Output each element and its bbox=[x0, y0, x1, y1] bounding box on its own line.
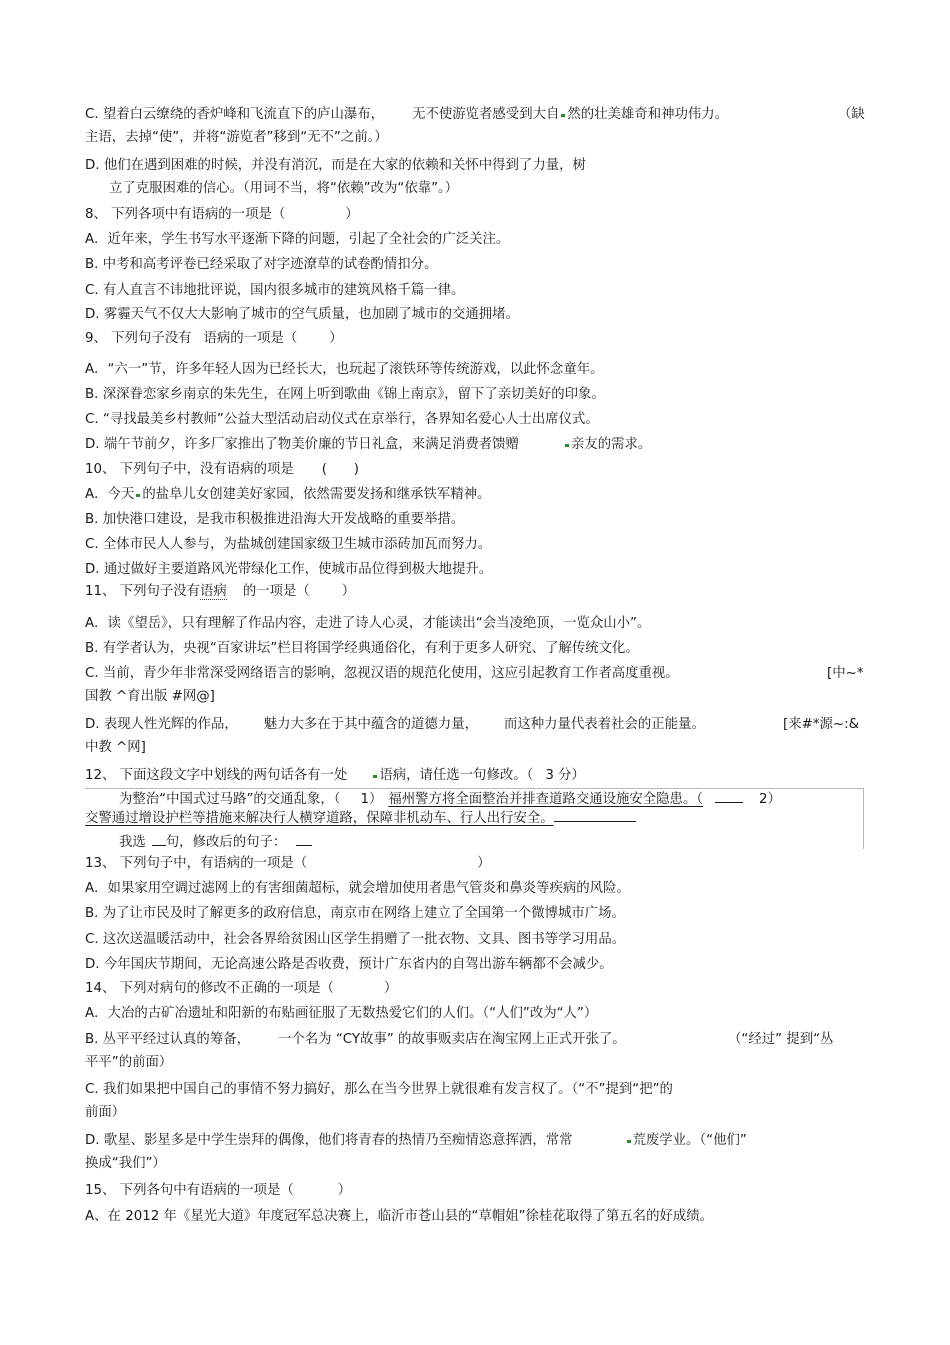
text: 12、 下面这段文字中划线的两句话各有一处 bbox=[85, 768, 348, 783]
text: 然的壮美雄奇和神功伟力。 bbox=[567, 107, 729, 122]
text: 语病的一项是（ bbox=[203, 331, 298, 346]
q10-option-a bbox=[85, 486, 491, 504]
text: 亲友的需求。 bbox=[570, 437, 652, 452]
q9-option-b: B. 深深眷恋家乡南京的朱先生，在网上听到歌曲《锦上南京》，留下了亲切美好的印象。 bbox=[85, 387, 605, 402]
q13-option-c: C. 这次送温暖活动中，社会各界给贫困山区学生捐赠了一批衣物、文具、图书等学习用品。 bbox=[85, 932, 626, 947]
answer-line bbox=[119, 834, 312, 852]
text: ( ) bbox=[321, 462, 359, 477]
text: ） bbox=[345, 207, 359, 222]
q14-option-a: A．大冶的古矿冶遗址和阳新的布贴画征服了无数热爱它们的人们。（“人们”改为“人”） bbox=[85, 1006, 598, 1021]
mark-icon bbox=[627, 1140, 631, 1143]
source-tag: [来#*源~:& bbox=[783, 717, 860, 732]
source-tag: 国教 ^育出版 #网@] bbox=[85, 689, 215, 704]
text: 15、 下列各句中有语病的一项是（ bbox=[85, 1183, 294, 1198]
question-12 bbox=[85, 767, 585, 785]
q9-option-d bbox=[85, 436, 651, 454]
text: C. 望着白云缭绕的香炉峰和飞流直下的庐山瀑布， bbox=[85, 107, 385, 122]
text: 一个名为 “CY故事” 的故事贩卖店在淘宝网上正式开张了。 bbox=[278, 1032, 626, 1047]
mark-icon bbox=[136, 494, 140, 497]
text: （缺 bbox=[838, 107, 865, 122]
question-10 bbox=[85, 461, 359, 479]
q8-option-a: A．近年来，学生书写水平逐渐下降的问题，引起了全社会的广泛关注。 bbox=[85, 232, 510, 247]
text: ） bbox=[337, 1183, 352, 1198]
q14-option-b bbox=[85, 1031, 626, 1049]
text: 主语，去掉“使”，并将“游览者”移到“无不”之前。） bbox=[85, 130, 388, 145]
source-tag: 中教 ^网] bbox=[85, 740, 146, 755]
text: 语病 bbox=[200, 584, 227, 599]
answer-blank[interactable] bbox=[296, 845, 312, 846]
q11-option-b: B. 有学者认为，央视“百家讲坛”栏目将国学经典通俗化，有利于更多人研究、了解传统文化。 bbox=[85, 641, 639, 656]
question-11 bbox=[85, 583, 355, 601]
mark-icon bbox=[565, 444, 569, 447]
text: 为整治“中国式过马路”的交通乱象，（ bbox=[119, 792, 341, 807]
text: 13、 下列句子中，有语病的一项是（ bbox=[85, 856, 308, 871]
q13-option-b: B. 为了让市民及时了解更多的政府信息，南京市在网络上建立了全国第一个微博城市广场。 bbox=[85, 906, 625, 921]
text: 14、 下列对病句的修改不正确的一项是（ bbox=[85, 981, 334, 996]
q11-option-d bbox=[85, 716, 705, 734]
q8-option-c: C. 有人直言不讳地批评说，国内很多城市的建筑风格千篇一律。 bbox=[85, 283, 465, 298]
text: 语病，请任选一句修改。（ bbox=[379, 768, 534, 783]
text: ） bbox=[383, 981, 398, 996]
text: A．今天 bbox=[85, 487, 135, 502]
underlined-sentence-1: 福州警方将全面整治并排查道路交通设施安全隐患。（ bbox=[388, 792, 704, 807]
question-13 bbox=[85, 855, 491, 873]
text: 2） bbox=[759, 792, 781, 807]
text: 1） bbox=[360, 792, 383, 807]
q8-option-d: D. 雾霾天气不仅大大影响了城市的空气质量，也加剧了城市的交通拥堵。 bbox=[85, 307, 519, 322]
q7-option-c bbox=[85, 106, 728, 124]
q10-option-b: B. 加快港口建设，是我市积极推进沿海大开发战略的重要举措。 bbox=[85, 512, 465, 527]
text: 前面） bbox=[85, 1105, 126, 1120]
q14-option-c: C. 我们如果把中国自己的事情不努力搞好，那么在当今世界上就很难有发言权了。（“不”提到“把”的 bbox=[85, 1082, 673, 1097]
q8-option-b: B. 中考和高考评卷已经采取了对字迹潦草的试卷酌情扣分。 bbox=[85, 257, 438, 272]
q15-option-a: A、在 2012 年《星光大道》年度冠军总决赛上，临沂市苍山县的“草帽姐”徐桂花取得了第五名的好成绩。 bbox=[85, 1209, 714, 1224]
text: 平平”的前面） bbox=[85, 1055, 173, 1070]
text: 的一项是（ bbox=[242, 584, 310, 599]
text: 3 分） bbox=[545, 768, 585, 783]
q13-option-a: A．如果家用空调过滤网上的有害细菌超标，就会增加使用者患气管炎和鼻炎等疾病的风险。 bbox=[85, 881, 630, 896]
question-15 bbox=[85, 1182, 351, 1200]
q14-option-d bbox=[85, 1132, 747, 1150]
underlined-sentence-2: 交警通过增设护栏等措施来解决行人横穿道路，保障非机动车、行人出行安全。 bbox=[85, 811, 554, 826]
passage-box bbox=[85, 788, 864, 849]
source-tag: [中~* bbox=[827, 666, 864, 681]
mark-icon bbox=[561, 114, 565, 117]
question-14 bbox=[85, 980, 397, 998]
text: D. 歌星、影星多是中学生崇拜的偶像，他们将青春的热情乃至痴情恣意挥洒，常常 bbox=[85, 1133, 573, 1148]
text: 句，修改后的句子： bbox=[165, 835, 287, 850]
mark-icon bbox=[373, 775, 377, 778]
text: （“经过” 提到“丛 bbox=[728, 1032, 834, 1047]
text: ） bbox=[341, 584, 356, 599]
text: D. 端午节前夕，许多厂家推出了物美价廉的节日礼盒，来满足消费者馈赠 bbox=[85, 437, 519, 452]
text: 的盐阜儿女创建美好家园，依然需要发扬和继承铁军精神。 bbox=[142, 487, 491, 502]
q7-option-d: D. 他们在遇到困难的时候，并没有消沉，而是在大家的依赖和关怀中得到了力量，树 bbox=[85, 158, 586, 173]
text: 荒废学业。（“他们” bbox=[632, 1133, 747, 1148]
text: ） bbox=[329, 331, 343, 346]
text: ） bbox=[477, 856, 491, 871]
q11-option-c: C. 当前，青少年非常深受网络语言的影响，忽视汉语的规范化使用，这应引起教育工作者高度重视。 bbox=[85, 666, 679, 681]
passage-line-2 bbox=[85, 810, 636, 828]
text: 而这种力量代表着社会的正能量。 bbox=[503, 717, 705, 732]
passage-line-1 bbox=[119, 791, 781, 809]
question-8 bbox=[85, 206, 359, 224]
q10-option-d: D. 通过做好主要道路风光带绿化工作，使城市品位得到极大地提升。 bbox=[85, 562, 493, 577]
text: 11、 下列句子没有 bbox=[85, 584, 201, 599]
q11-option-a: A．读《望岳》，只有理解了作品内容，走进了诗人心灵，才能读出“会当凌绝顶，一览众山小”。 bbox=[85, 616, 651, 631]
text: 我选 bbox=[119, 835, 146, 850]
text: B. 丛平平经过认真的筹备， bbox=[85, 1032, 250, 1047]
q10-option-c: C. 全体市民人人参与，为盐城创建国家级卫生城市添砖加瓦而努力。 bbox=[85, 537, 492, 552]
q13-option-d: D. 今年国庆节期间，无论高速公路是否收费，预计广东省内的自驾出游车辆都不会减少。 bbox=[85, 957, 613, 972]
q9-option-a: A．“六一”节，许多年轻人因为已经长大，也玩起了滚铁环等传统游戏，以此怀念童年。 bbox=[85, 362, 604, 377]
text: 10、 下列句子中，没有语病的项是 bbox=[85, 462, 294, 477]
text: 换成“我们”） bbox=[85, 1156, 166, 1171]
text: 8、 下列各项中有语病的一项是（ bbox=[85, 207, 286, 222]
text: 立了克服困难的信心。（用词不当，将“依赖”改为“依靠”。） bbox=[109, 181, 459, 196]
text: D. 表现人性光辉的作品， bbox=[85, 717, 238, 732]
text: 魅力大多在于其中蕴含的道德力量， bbox=[263, 717, 478, 732]
q9-option-c: C. “寻找最美乡村教师”公益大型活动启动仪式在京举行，各界知名爱心人士出席仪式。 bbox=[85, 412, 599, 427]
question-9 bbox=[85, 330, 343, 348]
text: 9、 下列句子没有 bbox=[85, 331, 192, 346]
text: 无不使游览者感受到大自 bbox=[412, 107, 560, 122]
